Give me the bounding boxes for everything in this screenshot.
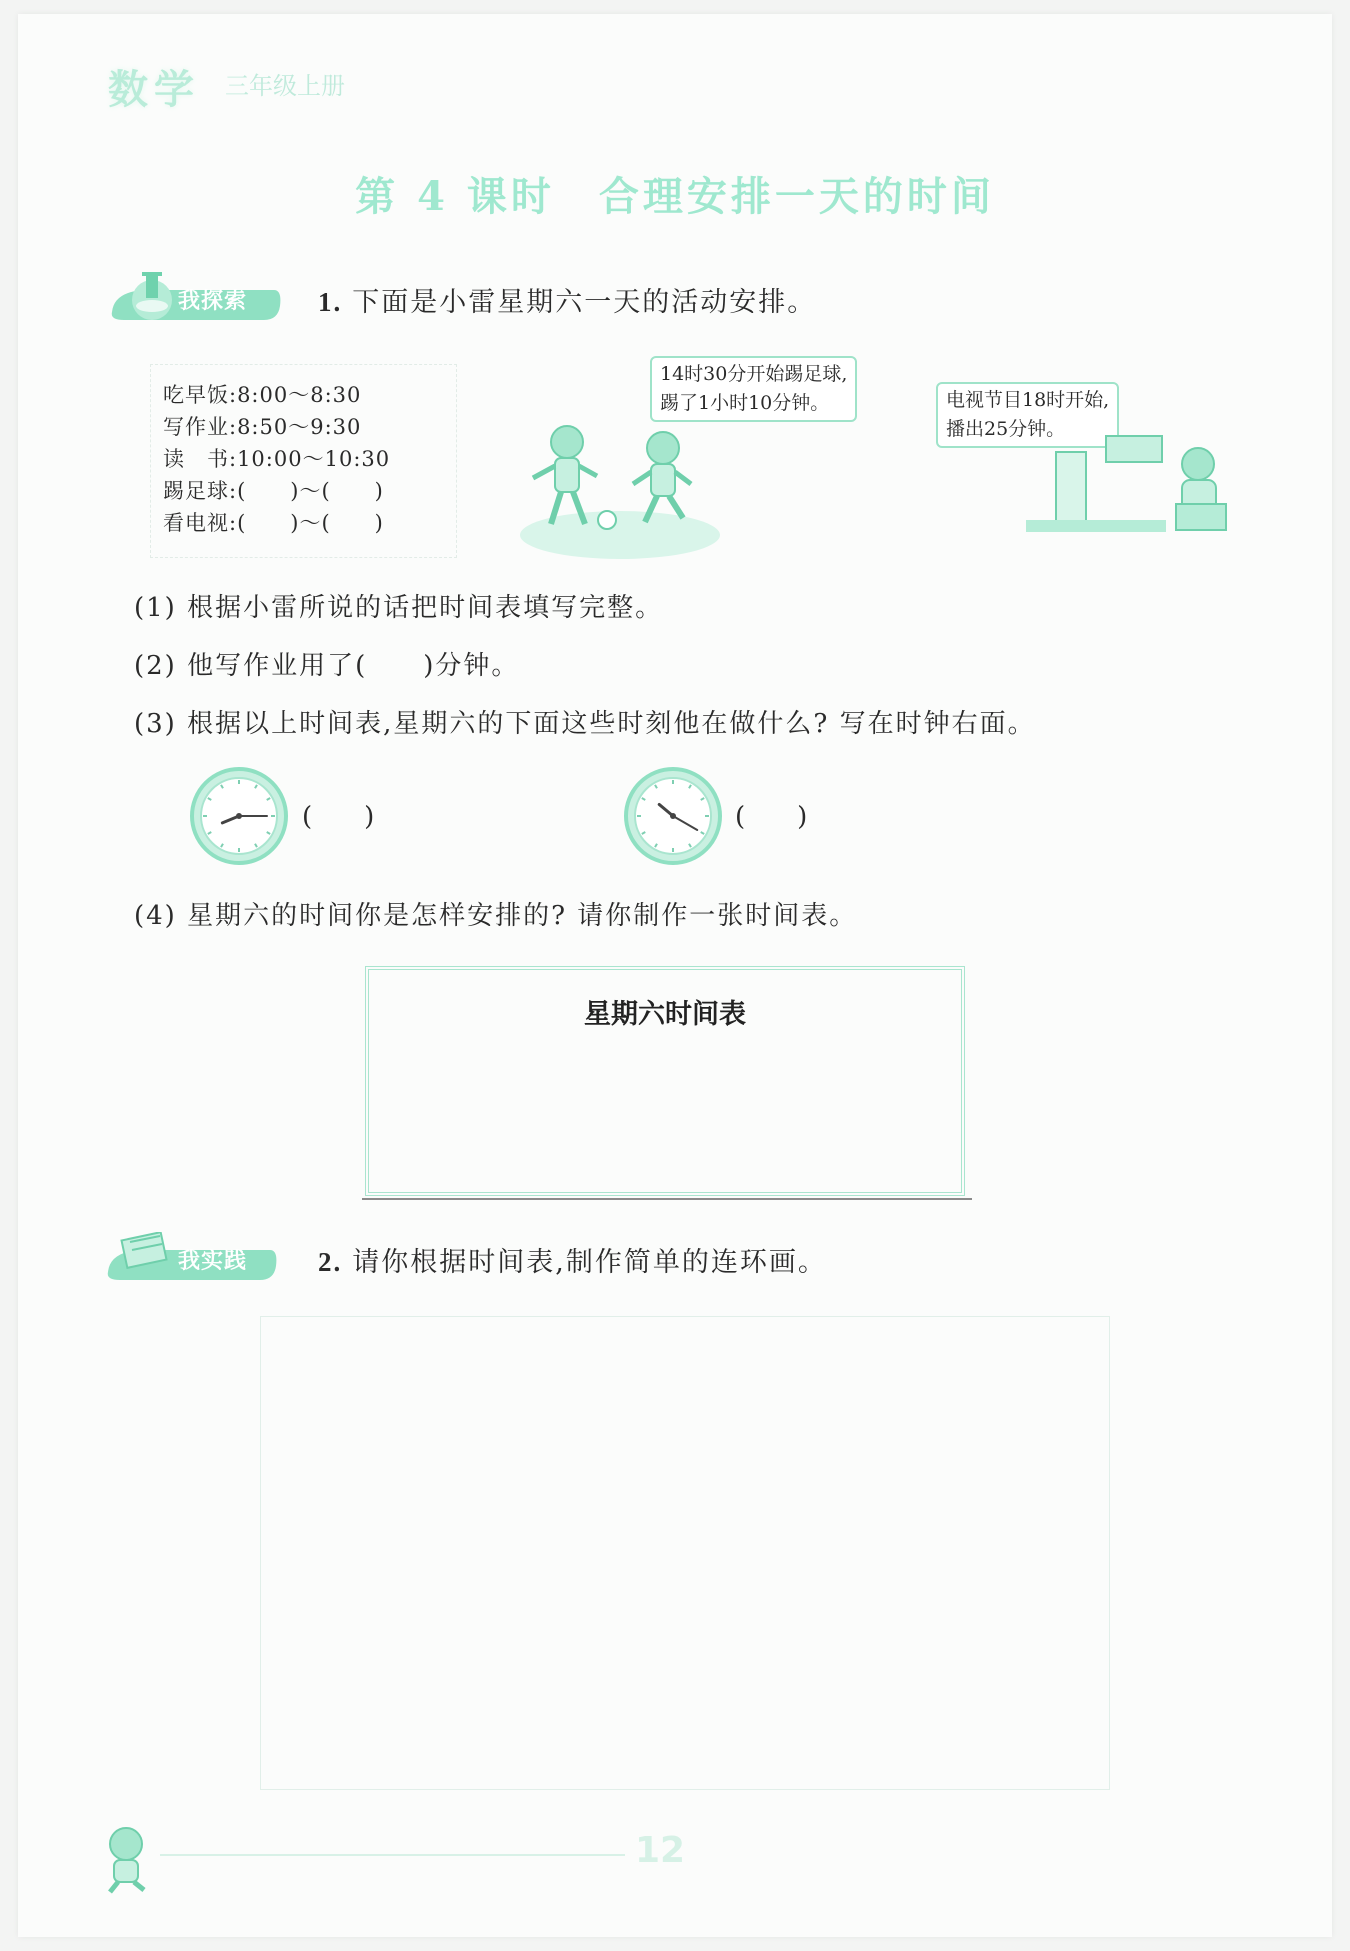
- frame-underline: [362, 1198, 972, 1200]
- question-1-number: 1.: [318, 287, 343, 317]
- clock-face-2: [622, 765, 724, 867]
- sub-question-3: (3) 根据以上时间表,星期六的下面这些时刻他在做什么? 写在时钟右面。: [134, 709, 1036, 739]
- practice-badge: [100, 1232, 280, 1282]
- sub-question-4: (4) 星期六的时间你是怎样安排的? 请你制作一张时间表。: [134, 901, 858, 931]
- question-2-text: 请你根据时间表,制作简单的连环画。: [352, 1247, 827, 1278]
- tv-bubble-line: 播出25分钟。: [946, 418, 1066, 440]
- header-subject: 数学: [108, 67, 200, 113]
- football-speech-bubble: [650, 356, 857, 422]
- clock-face-1: [188, 765, 290, 867]
- question-2-number: 2.: [318, 1247, 343, 1277]
- page-number: 12: [635, 1830, 686, 1871]
- schedule-row: 看电视:( )～( ): [163, 511, 384, 535]
- tv-bubble-line: 电视节目18时开始,: [946, 389, 1110, 411]
- sub-question-2: (2) 他写作业用了( )分钟。: [134, 651, 520, 681]
- schedule-row: 写作业:8:50～9:30: [163, 415, 362, 439]
- comic-drawing-area[interactable]: [260, 1316, 1110, 1790]
- clock-center: [236, 813, 242, 819]
- sub-question-1: (1) 根据小雷所说的话把时间表填写完整。: [134, 593, 664, 623]
- question-1-text: 下面是小雷星期六一天的活动安排。: [352, 287, 817, 318]
- practice-badge-label: 我实践: [178, 1249, 248, 1274]
- explore-badge: [104, 272, 284, 322]
- football-bubble-line: 14时30分开始踢足球,: [660, 363, 848, 385]
- football-bubble-line: 踢了1小时10分钟。: [660, 392, 830, 414]
- football-illustration: [515, 420, 725, 560]
- footer-line: [160, 1854, 625, 1856]
- saturday-schedule-title: 星期六时间表: [584, 999, 746, 1030]
- lesson-title: 第 4 课时 合理安排一天的时间: [355, 173, 995, 220]
- question-1-title: [318, 280, 816, 319]
- schedule-row: 踢足球:( )～( ): [163, 479, 384, 503]
- schedule-row: 吃早饭:8:00～8:30: [163, 383, 362, 407]
- clock-center: [670, 813, 676, 819]
- saturday-schedule-frame[interactable]: [365, 966, 965, 1196]
- clock-1-answer-blank[interactable]: ( ): [302, 802, 375, 832]
- schedule-box: [150, 364, 457, 558]
- tv-illustration: [1016, 432, 1232, 544]
- mascot-icon: [96, 1822, 160, 1894]
- explore-badge-label: 我探索: [178, 289, 248, 314]
- schedule-row: 读 书:10:00～10:30: [163, 447, 391, 471]
- clock-2-answer-blank[interactable]: ( ): [735, 802, 808, 832]
- header-grade: 三年级上册: [225, 72, 345, 100]
- question-2-title: [318, 1240, 827, 1279]
